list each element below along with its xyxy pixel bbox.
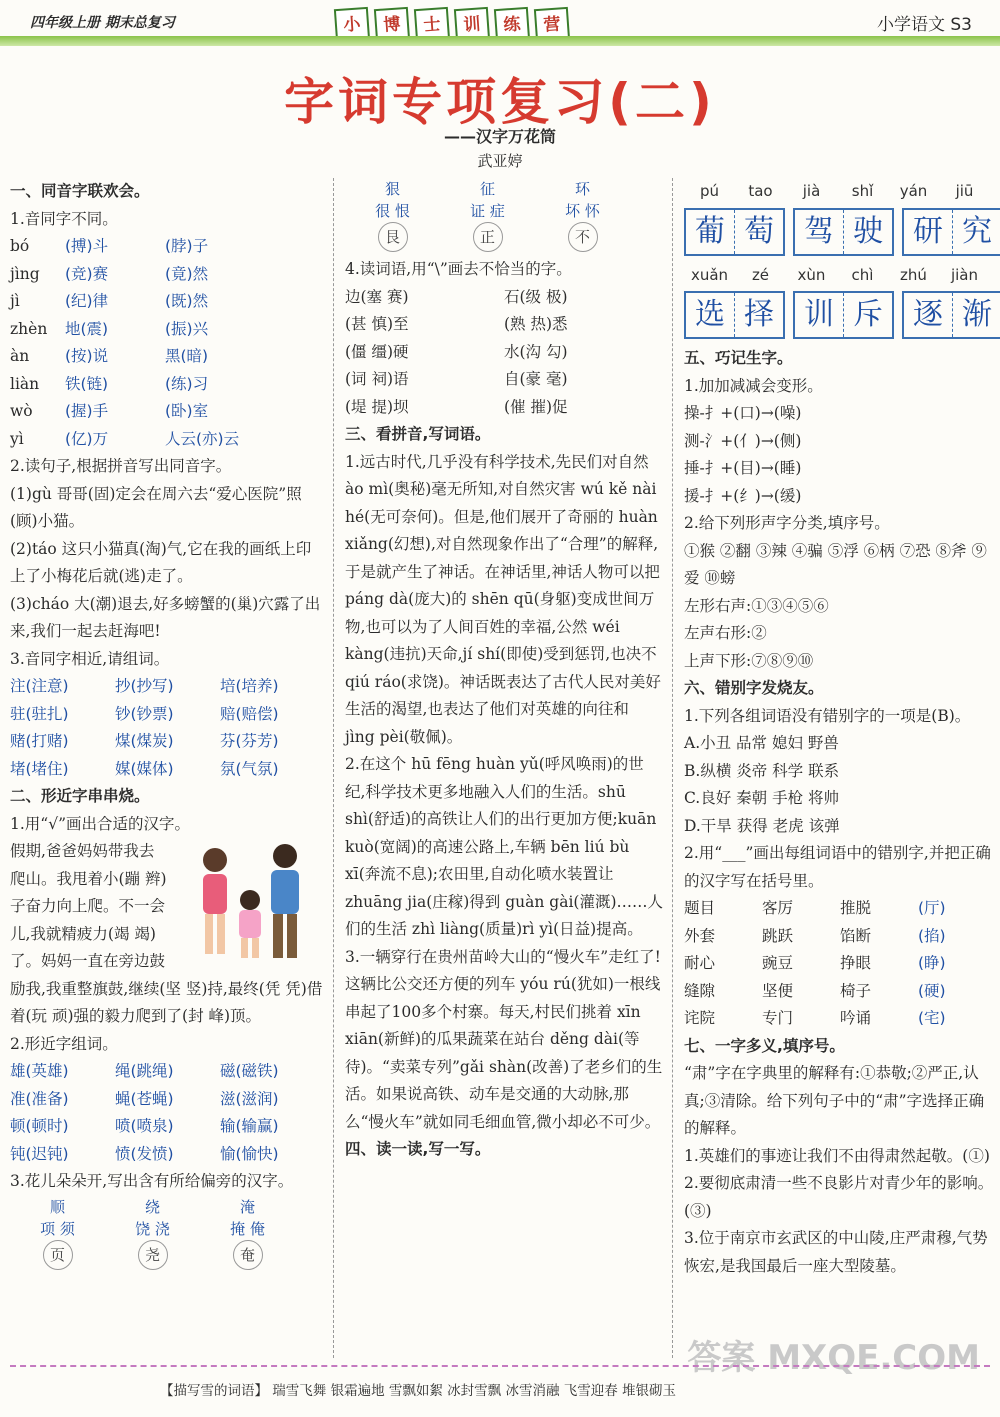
word-cell: 赔(赔偿): [220, 704, 279, 723]
answer: (握)手: [65, 402, 109, 420]
sentence: 3.位于南京市玄武区的中山陵,庄严肃穆,气势恢宏,是我国最后一座大型陵墓。: [684, 1229, 988, 1275]
word-cell: 绳(跳绳): [115, 1062, 174, 1080]
section-heading: 二、形近字串串烧。: [10, 787, 150, 805]
error-cell: 耐心: [684, 954, 716, 972]
column-divider: [672, 178, 673, 1358]
tianzi-box: [793, 208, 894, 256]
error-cell: (睁): [918, 954, 946, 972]
answer: 铁(链): [65, 374, 109, 393]
question: 2.给下列形声字分类,填序号。: [684, 514, 890, 532]
word-cell: 愉(愉快): [220, 1144, 279, 1163]
char: 究: [962, 213, 992, 249]
word-grid: [10, 673, 325, 783]
pinyin-row: [684, 262, 994, 290]
pinyin: yán: [899, 182, 928, 200]
word-cell: 芬(芬芳): [220, 732, 279, 750]
word-cell: (催 摧)促: [504, 397, 568, 416]
error-cell: 题目: [684, 899, 716, 917]
char: 驾: [795, 210, 844, 254]
footer-words: 【描写雪的词语】 瑞雪飞舞 银霜遍地 雪飘如絮 冰封雪飘 冰雪消融 飞雪迎春 堆银砌玉: [160, 1383, 677, 1399]
char: 训: [795, 293, 844, 337]
page-subtitle: ——汉字万花筒: [443, 127, 556, 146]
error-cell: (硬): [918, 981, 946, 1000]
homophone-row: [10, 426, 325, 454]
word-cell: 煤(煤炭): [115, 732, 174, 750]
flower: [105, 1196, 200, 1270]
family-illustration: [175, 838, 325, 963]
pinyin: zhèn: [10, 319, 48, 338]
petal: 掩 俺: [230, 1219, 265, 1238]
paragraph: 2.在这个 hū fēng huàn yǔ(呼风唤雨)的世纪,科学技术更多地融入人们的生活。shū shì(舒适)的高铁让人们的出行更加方便;kuān kuò(宽阔)的高速公路上,车辆 bēn liú bù xī(奔流不息);农田里,自动化喷水装置让 zhuāng jia(庄稼)得到 guàn gài(灌溉)……人们的生活 zhì liàng(质量)rì yì(日益)提高。: [345, 755, 664, 938]
petal: 坏 怀: [565, 202, 600, 220]
section-heading: 一、同音字联欢会。: [10, 182, 150, 200]
pinyin: jiū: [955, 182, 974, 200]
pinyin: jià: [802, 182, 821, 200]
answer: (亿)万: [65, 429, 109, 448]
char: 逐: [904, 293, 953, 337]
sentence: (1)gù 哥哥(固)定会在周六去“爱心医院”照(顾)小猫。: [10, 484, 302, 530]
error-cell: 椅子: [840, 981, 872, 1000]
sentence: 2.要彻底肃清一些不良影片对青少年的影响。(③): [684, 1174, 994, 1220]
character-boxes: [684, 208, 994, 256]
word-grid: [345, 284, 663, 422]
grass-decoration: [0, 36, 1000, 46]
homophone-table: [10, 233, 325, 453]
word-cell: 水(沟 勾): [504, 342, 568, 361]
tianzi-box: [684, 291, 785, 339]
answer: 地(震): [65, 319, 109, 338]
petal: 淹: [239, 1197, 255, 1216]
word-grid: [10, 1058, 325, 1168]
column-divider: [333, 178, 334, 1358]
question: 1.加加减减会变形。: [684, 376, 823, 395]
section-heading: 六、错别字发烧友。: [684, 679, 824, 697]
error-cell: 诧院: [684, 1009, 716, 1027]
homophone-row: [10, 371, 325, 399]
character-list: ①猴 ②翻 ③辣 ④骗 ⑤浮 ⑥柄 ⑦恐 ⑧斧 ⑨爱 ⑩螃: [684, 541, 987, 587]
petal: 环: [574, 180, 590, 198]
error-row: [684, 1005, 994, 1033]
sentence: 1.英雄们的事迹让我们不由得肃然起敬。(①): [684, 1146, 990, 1165]
error-cell: 坚便: [762, 981, 794, 1000]
flower-center: 正: [473, 222, 503, 252]
word-cell: 愤(发愤): [115, 1144, 174, 1163]
pinyin: liàn: [10, 374, 40, 393]
answer: (卧)室: [165, 402, 209, 420]
pinyin: àn: [10, 347, 30, 365]
question: 1.用“√”画出合适的汉字。: [10, 814, 191, 833]
brand-char: 士: [414, 7, 450, 43]
petal: 很 恨: [375, 202, 410, 220]
pinyin: xuǎn: [690, 265, 729, 284]
brand-char: 博: [374, 7, 410, 43]
word-cell: 磁(磁铁): [220, 1062, 279, 1080]
flower-group: [10, 1196, 325, 1274]
word-cell: 准(准备): [10, 1089, 69, 1108]
question: 4.读词语,用“\”画去不恰当的字。: [345, 260, 572, 278]
grade-label: 四年级上册 期末总复习: [30, 15, 175, 31]
answer: (脖)子: [165, 237, 209, 255]
pinyin: zé: [751, 265, 770, 284]
brand-char: 营: [534, 7, 570, 43]
option: C.良好 秦朝 手枪 将帅: [684, 789, 840, 807]
pinyin: jìng: [10, 264, 40, 283]
homophone-row: [10, 316, 325, 344]
word-cell: 堵(堵住): [10, 759, 69, 778]
answer: (竞)赛: [65, 264, 109, 283]
transform-line: 捶-扌+(目)→(睡): [684, 459, 802, 477]
question: 2.形近字组词。: [10, 1034, 118, 1053]
sentence: (3)cháo 大(潮)退去,好多螃蟹的(巢)穴露了出来,我们一起去赶海吧!: [10, 594, 321, 640]
error-cell: 客厉: [762, 899, 794, 917]
error-cell: (掐): [918, 926, 946, 945]
petal: 饶 浇: [135, 1219, 170, 1238]
pinyin: zhú: [900, 265, 927, 284]
flower: [440, 178, 535, 252]
question: 1.音同字不同。: [10, 209, 118, 228]
error-cell: 缝隙: [684, 981, 716, 1000]
word-cell: 顿(顿时): [10, 1117, 69, 1135]
question: 1.下列各组词语没有错别字的一项是(B)。: [684, 706, 971, 725]
page-title: 字词专项复习(二): [284, 73, 716, 131]
flower: [345, 178, 440, 252]
char: 研: [904, 210, 953, 254]
homophone-row: [10, 288, 325, 316]
error-cell: 专门: [762, 1009, 794, 1027]
word-cell: 抄(抄写): [115, 677, 174, 695]
tianzi-box: [793, 291, 894, 339]
petal: 证 症: [470, 202, 505, 220]
flower: [10, 1196, 105, 1270]
petal: 绕: [144, 1197, 160, 1216]
homophone-row: [10, 343, 325, 371]
char: 渐: [962, 297, 992, 332]
word-cell: 输(输赢): [220, 1117, 279, 1135]
sentence: (2)táo 这只小猫真(淘)气,它在我的画纸上印上了小梅花后就(逃)走了。: [10, 539, 312, 585]
answer: (纪)律: [65, 292, 109, 310]
pinyin-row: [684, 178, 994, 206]
tianzi-box: [902, 208, 1000, 256]
error-cell: 推脱: [840, 899, 872, 917]
homophone-row: [10, 398, 325, 426]
word-cell: (僵 缰)硬: [345, 342, 409, 361]
section-heading: 五、巧记生字。: [684, 349, 793, 367]
pinyin: jiàn: [950, 265, 979, 284]
brand-char: 小: [334, 7, 370, 43]
transform-list: [684, 400, 994, 510]
word-cell: (甚 慎)至: [345, 315, 409, 333]
option: B.纵横 炎帝 科学 联系: [684, 761, 840, 780]
word-cell: 石(级 极): [504, 287, 568, 306]
flower-center: 尧: [138, 1240, 168, 1270]
answer: (按)说: [65, 347, 109, 365]
character-boxes: [684, 291, 994, 339]
section-heading: 四、读一读,写一写。: [345, 1140, 491, 1158]
column-middle: [345, 178, 663, 1164]
word-cell: 氛(气氛): [220, 759, 279, 778]
pinyin: xùn: [797, 265, 826, 284]
answer: (振)兴: [165, 319, 209, 338]
answer: 人云(亦)云: [165, 429, 240, 448]
flower-center: 奄: [233, 1240, 263, 1270]
error-row: [684, 895, 994, 923]
word-cell: (词 祠)语: [345, 370, 409, 388]
paragraph: 3.一辆穿行在贵州苗岭大山的“慢火车”走红了!这辆比公交还方便的列车 yóu rú(犹如)一根线串起了100多个村寨。每天,村民们挑着 xīn xiān(新鲜)的瓜果蔬菜在站台 děng dài(等待)。“卖菜专列”gǎi shàn(改善)了老乡们的生活。如果说高铁、动车是交通的大动脉,那么“慢火车”就如同毛细血管,微小却必不可少。: [345, 947, 663, 1131]
error-cell: (厅): [918, 899, 946, 917]
char: 葡: [686, 210, 735, 254]
homophone-row: [10, 233, 325, 261]
flower-center: 页: [43, 1240, 73, 1270]
word-cell: 赌(打赌): [10, 732, 69, 750]
char: 选: [686, 293, 735, 337]
section-heading: 七、一字多义,填序号。: [684, 1036, 845, 1055]
answer: (竟)然: [165, 264, 209, 283]
header-bar: [0, 0, 1000, 46]
column-left: [10, 178, 325, 1274]
transform-line: 操-扌+(口)→(噪): [684, 404, 802, 422]
pinyin: chì: [851, 265, 874, 284]
options-list: [684, 730, 994, 840]
author: 武亚婷: [477, 152, 523, 170]
pinyin: shǐ: [851, 182, 874, 200]
sentence-list: [684, 1143, 994, 1281]
answer: 黑(暗): [165, 347, 209, 365]
flower-group: [345, 178, 663, 256]
question: 2.用“___”画出每组词语中的错别字,并把正确的汉字写在括号里。: [684, 844, 991, 890]
option: A.小丑 品常 媳妇 野兽: [684, 734, 839, 752]
pinyin: tao: [748, 182, 773, 200]
column-right: [684, 178, 994, 1280]
error-cell: 吟诵: [840, 1009, 872, 1027]
petal: 征: [479, 180, 495, 198]
char: 萄: [744, 213, 774, 249]
error-row: [684, 978, 994, 1006]
petal: 项 须: [40, 1219, 75, 1238]
section-heading: 三、看拼音,写词语。: [345, 425, 491, 443]
error-cell: 跳跃: [762, 926, 794, 945]
word-cell: 注(注意): [10, 677, 69, 695]
error-cell: (宅): [918, 1009, 946, 1027]
pinyin: jì: [10, 292, 20, 310]
transform-line: 测-氵+(亻)→(侧): [684, 431, 802, 450]
question: 3.音同字相近,请组词。: [10, 649, 170, 668]
paragraph: 1.远古时代,几乎没有科学技术,先民们对自然 ào mì(奥秘)毫无所知,对自然灾害 wú kě nài hé(无可奈何)。但是,他们展开了奇丽的 huàn xiǎng(幻想),对自然现象作出了“合理”的解释,于是就产生了神话。在神话里,神话人物可以把 páng dà(庞大)的 shēn qū(身躯)变成世间万物,也可以为了人间百姓的幸福,公然 wéi kàng(违抗)天命,jí shí(即使)受到惩罚,也决不 qiú ráo(求饶)。神话既表达了古代人民对美好生活的渴望,也表达了他们对英雄的向往和 jìng pèi(敬佩)。: [345, 452, 661, 746]
brand-char: 练: [494, 7, 530, 43]
subject-label: 小学语文 S3: [876, 15, 972, 35]
char: 择: [744, 297, 774, 332]
error-cell: 馅断: [840, 926, 872, 945]
petal: 顺: [49, 1197, 65, 1216]
answer: (练)习: [165, 374, 209, 393]
char: 驶: [853, 213, 883, 249]
pinyin: bó: [10, 237, 30, 255]
class-line: 左形右声:①③④⑤⑥: [684, 596, 829, 615]
word-cell: 滋(滋润): [220, 1089, 279, 1108]
paragraph: “肃”字在字典里的解释有:①恭敬;②严正,认真;③清除。给下列句子中的“肃”字选择正确的解释。: [684, 1064, 985, 1137]
char: 斥: [853, 297, 883, 332]
word-cell: (熟 热)悉: [504, 315, 568, 333]
class-line: 上声下形:⑦⑧⑨⑩: [684, 651, 814, 670]
error-cell: 挣眼: [840, 954, 872, 972]
error-cell: 豌豆: [762, 954, 794, 972]
flower-center: 艮: [378, 222, 408, 252]
watermark: 答案 MXQE.COM: [687, 1338, 980, 1378]
flower: [200, 1196, 295, 1270]
flower-center: 不: [568, 222, 598, 252]
homophone-row: [10, 261, 325, 289]
word-cell: 喷(喷泉): [115, 1117, 174, 1135]
word-cell: 雄(英雄): [10, 1062, 69, 1080]
answer: (搏)斗: [65, 237, 109, 255]
tianzi-box: [684, 208, 785, 256]
class-line: 左声右形:②: [684, 624, 767, 642]
word-cell: 蝇(苍蝇): [115, 1089, 174, 1108]
word-cell: 媒(媒体): [115, 759, 174, 778]
option: D.干旱 获得 老虎 该弹: [684, 816, 840, 835]
word-cell: 自(豪 毫): [504, 370, 568, 388]
footer-bar: [10, 1365, 990, 1407]
error-row: [684, 923, 994, 951]
word-cell: 驻(驻扎): [10, 704, 69, 723]
word-cell: 培(培养): [220, 677, 279, 695]
error-cell: 外套: [684, 926, 716, 945]
word-cell: 边(塞 赛): [345, 287, 409, 306]
story-paragraph: 假期,爸爸妈妈带我去爬山。我甩着小(蹦 辫)子奋力向上爬。不一会儿,我就精疲力(竭 竭)了。妈妈一直在旁边鼓励我,我重整旗鼓,继续(坚 竖)持,最终(凭 凭)借着(玩 顽)强的毅力爬到了(封 峰)顶。: [10, 842, 323, 1025]
question: 2.读句子,根据拼音写出同音字。: [10, 457, 232, 475]
word-cell: 钞(钞票): [115, 704, 174, 723]
brand-char: 训: [454, 7, 490, 43]
error-table: [684, 895, 994, 1033]
error-row: [684, 950, 994, 978]
classification-list: [684, 593, 994, 676]
tianzi-box: [902, 291, 1000, 339]
pinyin: yì: [10, 429, 24, 448]
pinyin: pú: [699, 182, 720, 200]
word-cell: (堤 提)坝: [345, 397, 409, 416]
petal: 狠: [384, 180, 400, 198]
transform-line: 援-扌+(纟)→(缓): [684, 486, 802, 505]
pinyin: wò: [10, 402, 33, 420]
word-cell: 钝(迟钝): [10, 1144, 69, 1163]
question: 3.花儿朵朵开,写出含有所给偏旁的汉字。: [10, 1172, 294, 1190]
answer: (既)然: [165, 292, 209, 310]
flower: [535, 178, 630, 252]
